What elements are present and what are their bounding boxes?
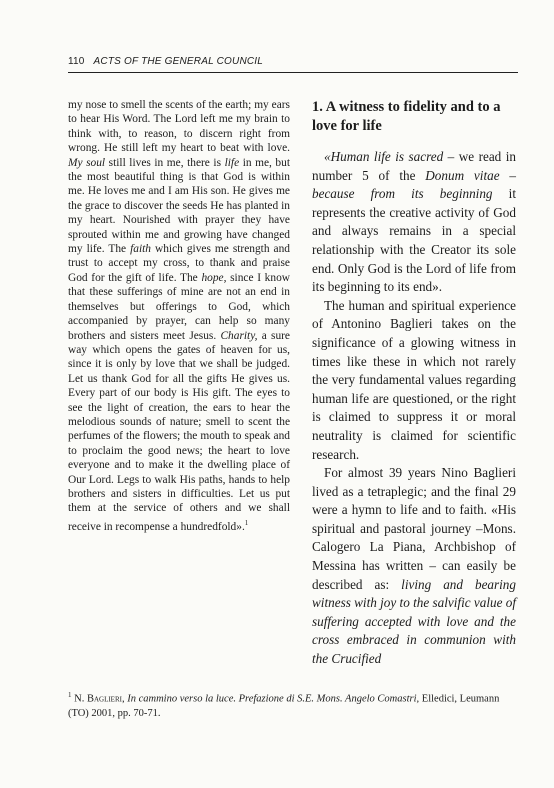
left-emphasis-faith: faith [130,243,151,256]
emphasis-donum-vitae: Donum vitae – because from its beginning [312,167,516,202]
left-text-4: which gives me strength and trust to accept my cross, to thank and praise God for the gift of life. The [68,243,290,284]
left-text-3: in me, but the most beautiful thing is that God is within me. He loves me and I am His son. He gives me the grace to discover the seeds He has planted in my heart. Nourished with prayer they have sprouted within me and growing have changed my life. The [68,156,290,256]
header-rule [68,72,518,73]
footnote-title: In cammino verso la luce. Prefazione di S.E. Mons. Angelo Comastri, [127,693,420,705]
left-emphasis-life: life [224,156,240,169]
section-heading: 1. A witness to fidelity and to a love for life [312,99,501,134]
footnote-author: N. Baglieri, [74,693,125,705]
running-header [68,56,518,67]
paragraph-witness: The human and spiritual experience of Antonino Baglieri takes on the significance of a glowing witness in times like these in which not rarely the very fundamental values regarding human life are questioned, or the right is claimed to suppress it or moral neutrality is claimed for scientific research. [312,297,516,462]
left-emphasis-soul: My soul [68,156,106,169]
para1-text-1: – we read in number 5 of the [312,149,517,183]
left-column-text [68,98,290,534]
paragraph-tetraplegic [312,464,516,669]
footnote-reference: 1 [244,518,249,527]
left-text-2: still lives in me, there is [105,156,225,169]
para1-text-2: it represents the creative activity of God and always remains in a special relationship with the Creator its sole end. Only God is the Lord of life from its beginning to its end». [312,186,516,295]
right-column [312,98,516,669]
left-emphasis-charity: Charity, [220,329,258,342]
left-text-5: since I know that these sufferings of mine are not an end in themselves but offerings to God, which accompanied by prayer, can help so many brothers and sisters meet Jesus. [68,271,290,342]
footnote-marker: 1 [68,691,72,699]
left-emphasis-hope: hope, [201,271,227,284]
emphasis-human-life: «Human life is sacred [324,149,444,164]
paragraph-donum-vitae [312,148,516,297]
emphasis-salvific: living and bearing witness with joy to the salvific value of suffering accepted with love and the cross embraced in communion with the Crucified [312,576,517,667]
running-title: ACTS OF THE GENERAL COUNCIL [93,56,264,67]
footnote-publisher: Elledici, Leumann (TO) 2001, pp. 70-71. [68,693,500,719]
footnote [68,688,518,721]
page-number: 110 [68,56,85,67]
left-text-6: a sure way which opens the gates of heaven for us, since it is only by love that we shall be judged. Let us thank God for all the gifts He gives us. Every part of our body is His gift. The eyes to see the light of creation, the ears to hear the melodious sounds of nature; smell to scent the perfumes of the flowers; the mouth to speak and to proclaim the good news; the heart to love everyone and to make it the dwelling place of Our Lord. Legs to walk His paths, hands to help brothers and sisters in difficulties. Let us put them at the service of others and we shall receive in recompense a hundredfold». [68,329,290,533]
left-text-1: my nose to smell the scents of the earth; my ears to hear His Word. The Lord left me my brain to think with, to reason, to discern right from wrong. He still left my heart to beat with love. [68,99,290,155]
para3-text: For almost 39 years Nino Baglieri lived as a tetraplegic; and the final 29 were a hymn to life and to faith. «His spiritual and pastoral journey –Mons. Calogero La Piana, Archbishop of Messina has written – can easily be described as: [312,465,516,592]
